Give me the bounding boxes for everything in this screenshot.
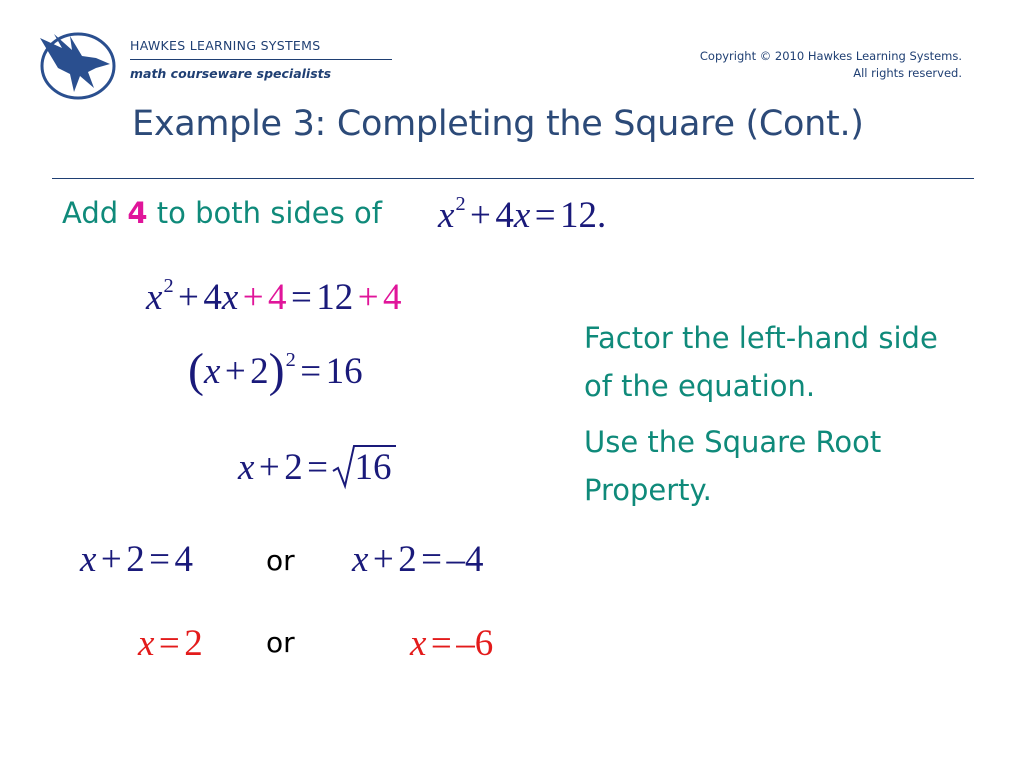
title-divider (52, 178, 974, 179)
hawkes-eagle-logo (36, 28, 116, 100)
lead-instruction (62, 196, 382, 230)
slide-title: Example 3: Completing the Square (Cont.) (132, 104, 864, 144)
note-square-root-property: Use the Square Root Property. (584, 425, 882, 507)
brand-tagline: math courseware specialists (130, 66, 332, 81)
brand-divider (130, 59, 392, 60)
solution-first: x = 2 (138, 623, 203, 664)
lead-number: 4 (127, 196, 148, 230)
radical: 16 (332, 446, 391, 489)
lead-equation: $x^2 + 4x = 12$. (438, 192, 607, 236)
lead-prefix: Add (62, 196, 128, 230)
equation-negative-case: x + 2 = –4 (352, 539, 484, 580)
solution-second: x = –6 (410, 623, 494, 664)
equation-positive-case: x + 2 = 4 (80, 539, 193, 580)
rights-line: All rights reserved. (853, 66, 962, 80)
eagle-icon (36, 28, 116, 100)
brand-name: HAWKES LEARNING SYSTEMS (130, 38, 321, 53)
or-label: or (266, 626, 295, 659)
copyright-notice (700, 48, 962, 82)
equation-add-four: $x^2 + 4x + 4 = 12 + 4$ (146, 274, 402, 318)
lead-suffix: to both sides of (147, 196, 382, 230)
radical-sign-icon (332, 444, 396, 490)
or-label: or (266, 544, 295, 577)
note-factor: Factor the left-hand side of the equation. (584, 321, 938, 403)
equation-factored: $(x + 2)^2 = 16$ (188, 344, 363, 397)
equation-square-root: x + 2 = 16 (238, 446, 391, 489)
copyright-line: Copyright © 2010 Hawkes Learning Systems. (699, 49, 962, 63)
